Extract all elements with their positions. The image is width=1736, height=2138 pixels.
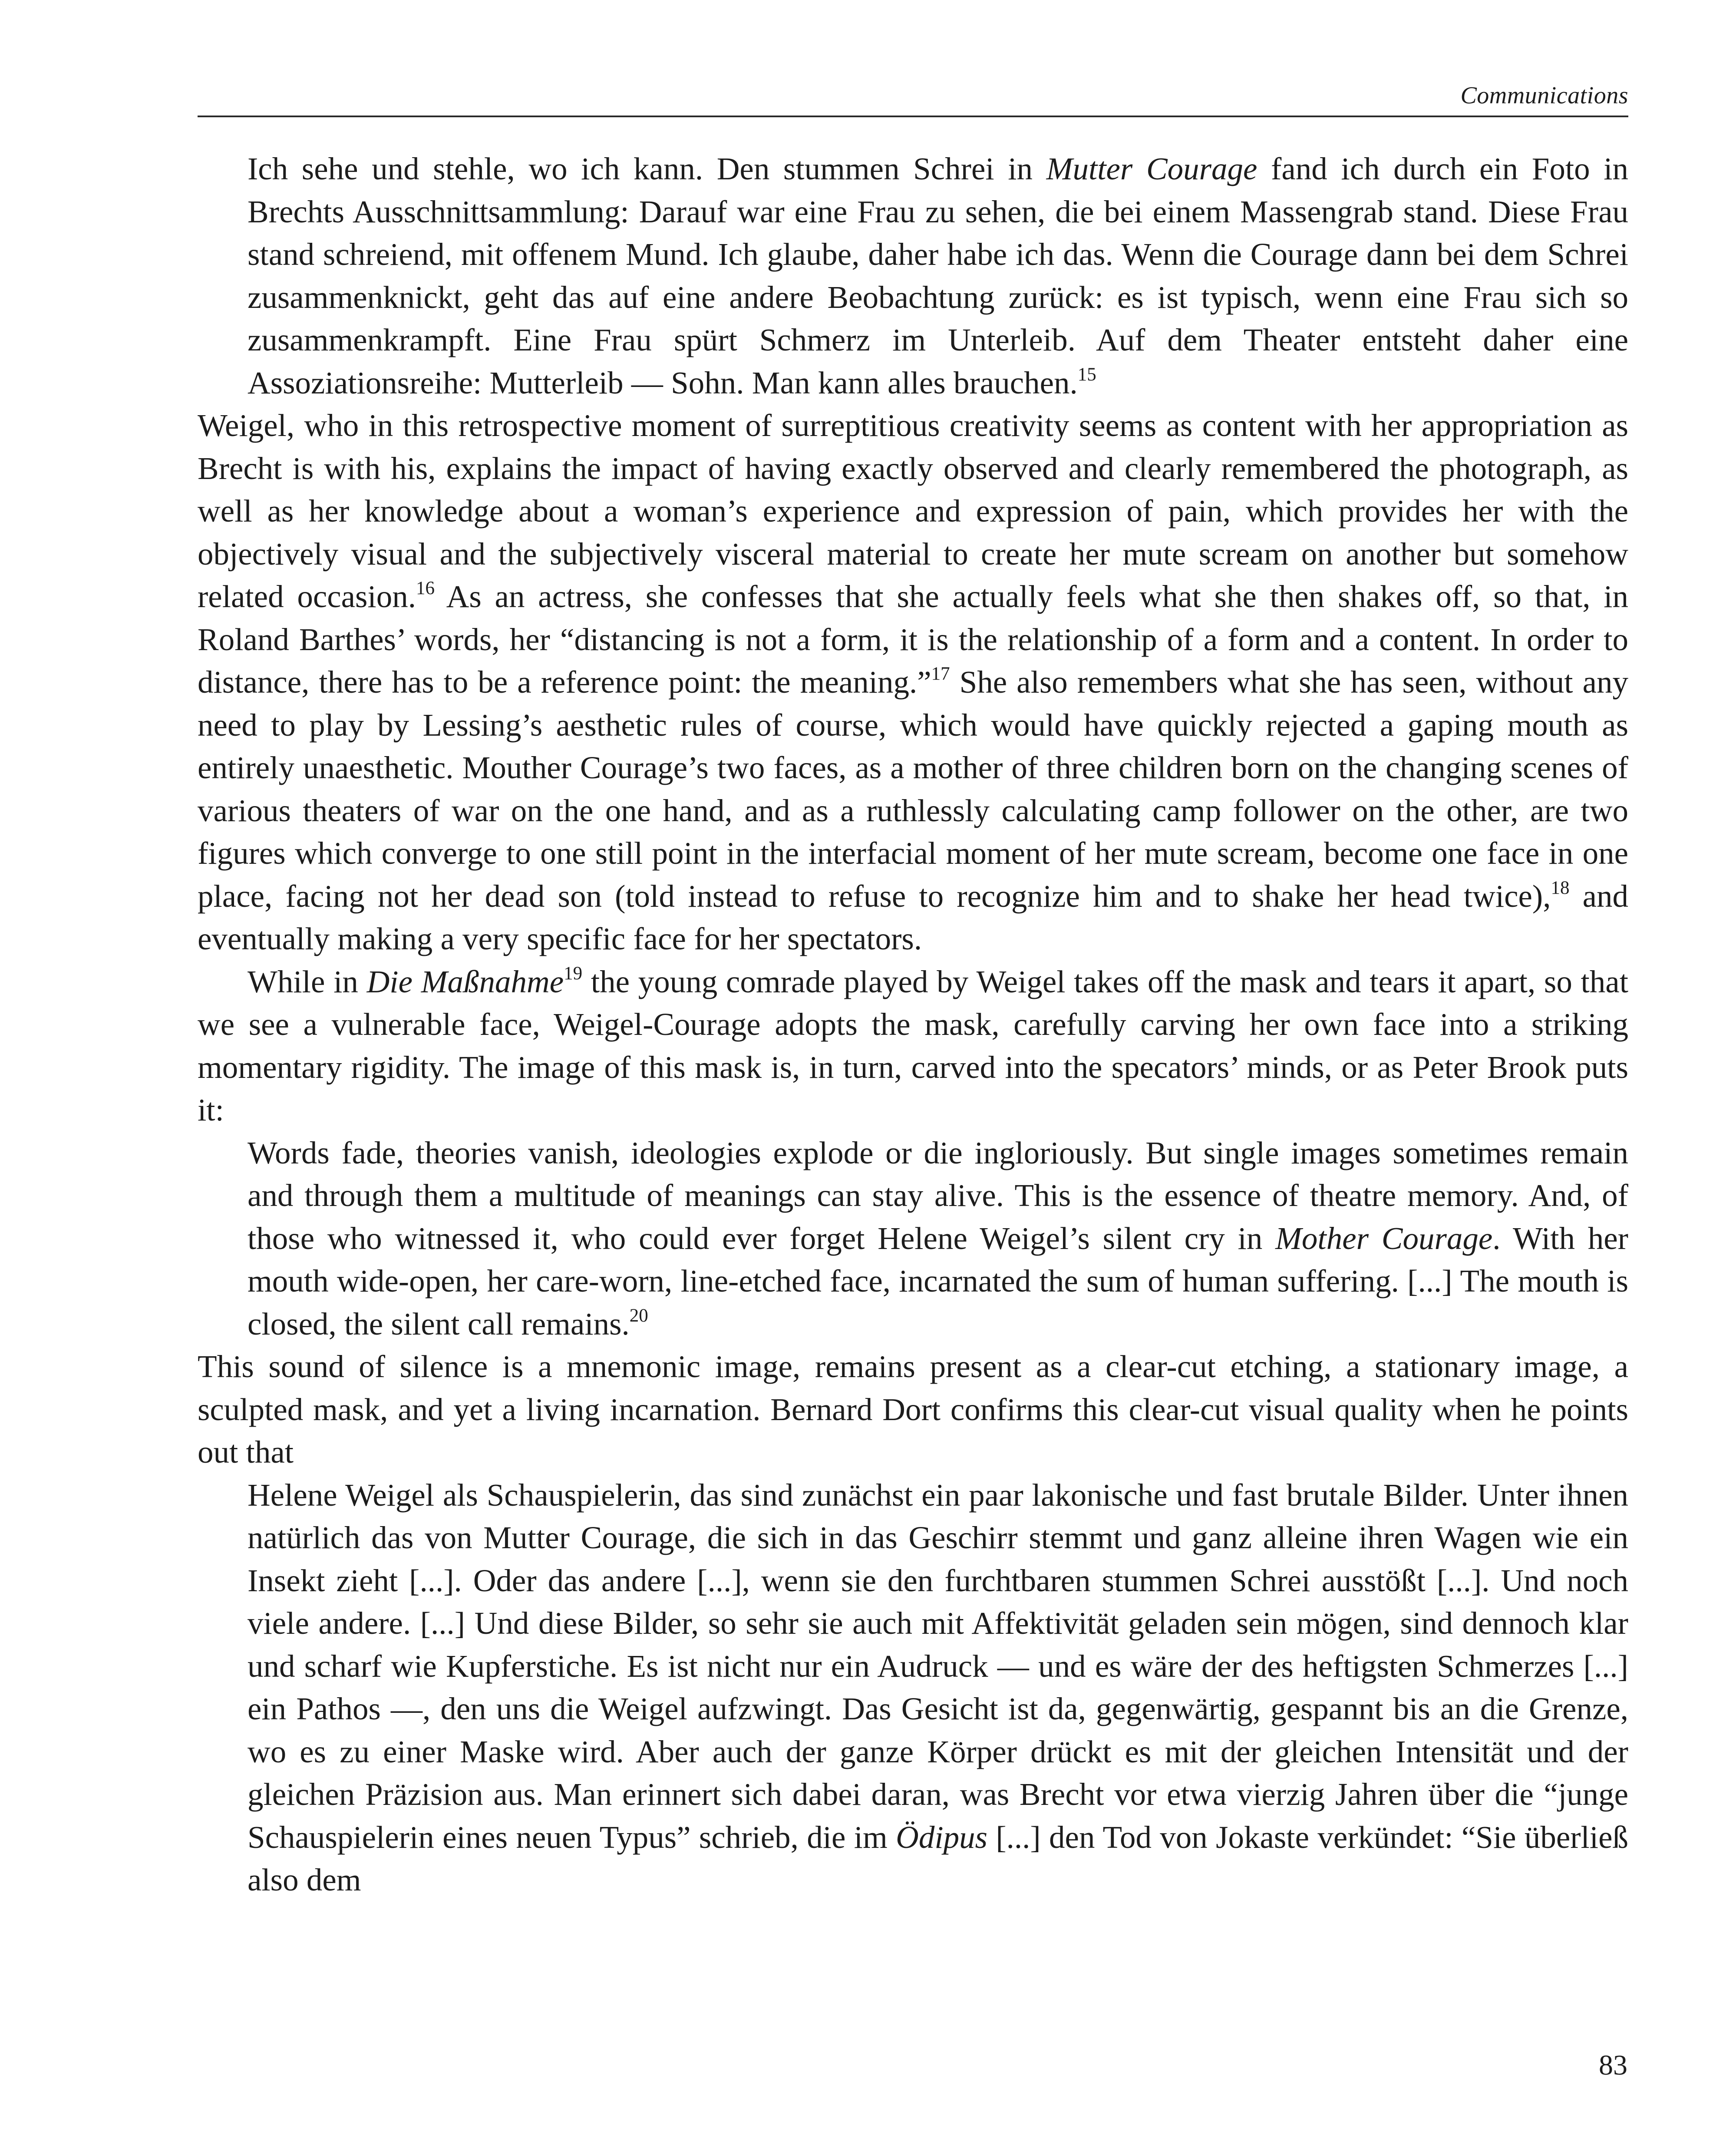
body-paragraph: Weigel, who in this retrospective moment of surreptitious creativity seems as content with her appropriation as Brecht is with his, explains the impact of having exactly observed and clearly remembered the photograph, as well as her knowledge about a woman’s experience and expression of pain, which provides her with the objectively visual and the subjectively visceral material to create her mute scream on another but somehow related occasion.$^{16}$ As an actress, she confesses that she actually feels what she then shakes off, so that, in Roland Barthes’ words, her “distancing is not a form, it is the relationship of a form and a content. In order to distance, there has to be a reference point: the meaning.”$^{17}$ She also remembers what she has seen, without any need to play by Lessing’s aesthetic rules of course, which would have quickly rejected a gaping mouth as entirely unaesthetic. Mouther Courage’s two faces, as a mother of three children born on the changing scenes of various theaters of war on the one hand, and as a ruthlessly calculating camp follower on the other, are two figures which converge to one still point in the interfacial moment of her mute scream, become one face in one place, facing not her dead son (told instead to refuse to recognize him and to shake her head twice),$^{18}$ and eventually making a very specific face for her spectators. (198, 408, 1629, 956)
body-paragraph: While in Die Maßnahme$^{19}$ the young comrade played by Weigel takes off the mask and tears it apart, so that we see a vulnerable face, Weigel-Courage adopts the mask, carefully carving her own face into a striking momentary rigidity. The image of this mask is, in turn, carved into the specators’ minds, or as Peter Brook puts it: (198, 963, 1628, 1127)
running-head-title: Communications (1460, 82, 1628, 109)
block-quote-dort: Helene Weigel als Schauspielerin, das sind zunächst ein paar lakonische und fast brutale Bilder. Unter ihnen natürlich das von Mutter Courage, die sich in das Geschirr stemmt und ganz alleine ihren Wagen wie ein Insekt zieht [...]. Oder das andere [...], wenn sie den furchtbaren stummen Schrei ausstößt [...]. Und noch viele andere. [...] Und diese Bilder, so sehr sie auch mit Affektivität geladen sein mögen, sind dennoch klar und scharf wie Kupferstiche. Es ist nicht nur ein Audruck — und es wäre der des heftigsten Schmerzes [...] ein Pathos —, den uns die Weigel aufzwingt. Das Gesicht ist da, gegenwärtig, gespannt bis an die Grenze, wo es zu einer Maske wird. Aber auch der ganze Körper drückt es mit der gleichen Intensität und der gleichen Präzision aus. Man erinnert sich dabei daran, was Brecht vor etwa vierzig Jahren über die “junge Schauspielerin eines neuen Typus” schrieb, die im Ödipus [...] den Tod von Jokaste verkündet: “Sie überließ also dem (248, 1477, 1628, 1897)
page-number: 83 (1599, 2049, 1627, 2081)
play-title: Ödipus (896, 1819, 988, 1855)
body-paragraph: This sound of silence is a mnemonic image, remains present as a clear-cut etching, a stationary image, a sculpted mask, and yet a living incarnation. Bernard Dort confirms this clear-cut visual quality when he points out that (198, 1349, 1628, 1470)
play-title: Die Maßnahme (366, 964, 564, 999)
article-body (198, 148, 1628, 1902)
play-title: Mutter Courage (1046, 151, 1257, 186)
footnote-ref[interactable]: 18 (1551, 877, 1570, 898)
block-quote-weigel: Ich sehe und stehle, wo ich kann. Den stummen Schrei in Mutter Courage fand ich durch ein Foto in Brechts Ausschnittsammlung: Darauf war eine Frau zu sehen, die bei einem Massengrab stand. Diese Frau stand schreiend, mit offenem Mund. Ich glaube, daher habe ich das. Wenn die Courage dann bei dem Schrei zusammenknickt, geht das auf eine andere Beobachtung zurück: es ist typisch, wenn eine Frau sich so zusammenkrampft. Eine Frau spürt Schmerz im Unterleib. Auf dem Theater entsteht daher eine Assoziationsreihe: Mutterleib — Sohn. Man kann alles brauchen.$^{15}$ (248, 151, 1629, 400)
footnote-ref[interactable]: 20 (629, 1305, 648, 1326)
play-title: Mother Courage (1275, 1220, 1493, 1256)
footnote-ref[interactable]: 19 (564, 963, 583, 984)
footnote-ref[interactable]: 15 (1077, 364, 1096, 385)
footnote-ref[interactable]: 16 (416, 578, 435, 598)
running-head (198, 79, 1628, 117)
footnote-ref[interactable]: 17 (931, 664, 950, 684)
block-quote-brook: Words fade, theories vanish, ideologies explode or die ingloriously. But single images sometimes remain and through them a multitude of meanings can stay alive. This is the essence of theatre memory. And, of those who witnessed it, who could ever forget Helene Weigel’s silent cry in Mother Courage. With her mouth wide-open, her care-worn, line-etched face, incarnated the sum of human suffering. [...] The mouth is closed, the silent call remains.$^{20}$ (248, 1135, 1628, 1342)
